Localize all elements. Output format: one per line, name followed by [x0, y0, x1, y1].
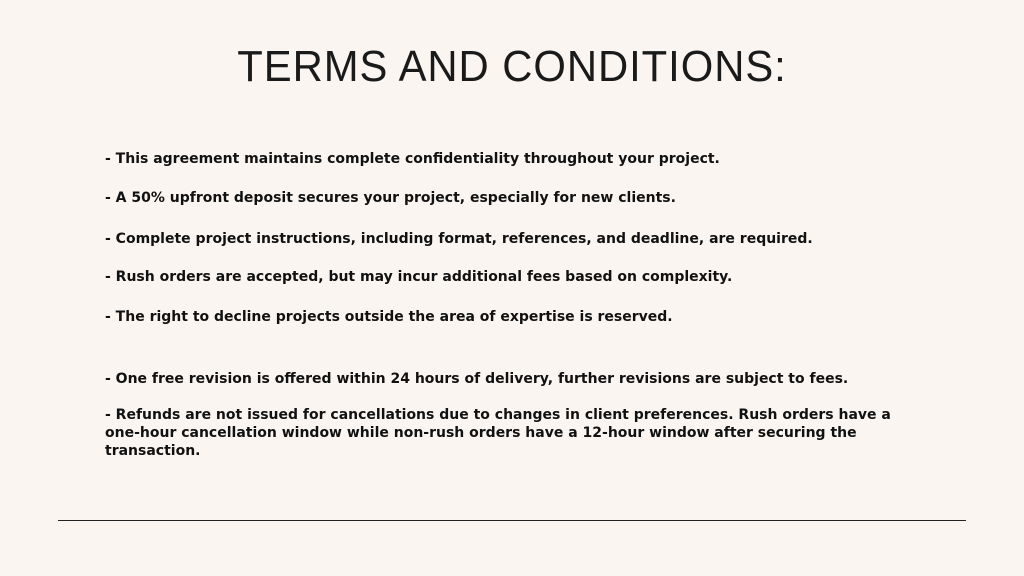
term-item: - Rush orders are accepted, but may incur additional fees based on complexity.: [105, 269, 733, 285]
term-item: - The right to decline projects outside the area of expertise is reserved.: [105, 309, 673, 325]
term-item: - A 50% upfront deposit secures your project, especially for new clients.: [105, 190, 676, 206]
footer-divider: [58, 520, 966, 521]
page-title: TERMS AND CONDITIONS:: [237, 42, 787, 91]
term-item: - One free revision is offered within 24 hours of delivery, further revisions are subject to fees.: [105, 371, 849, 387]
term-item: - Complete project instructions, including format, references, and deadline, are required.: [105, 231, 813, 247]
term-item: - This agreement maintains complete confidentiality throughout your project.: [105, 151, 720, 167]
term-item: - Refunds are not issued for cancellations due to changes in client preferences. Rush orders have a one-hour cancellation window while non-rush orders have a 12-hour window after securing the transaction.: [105, 407, 891, 459]
